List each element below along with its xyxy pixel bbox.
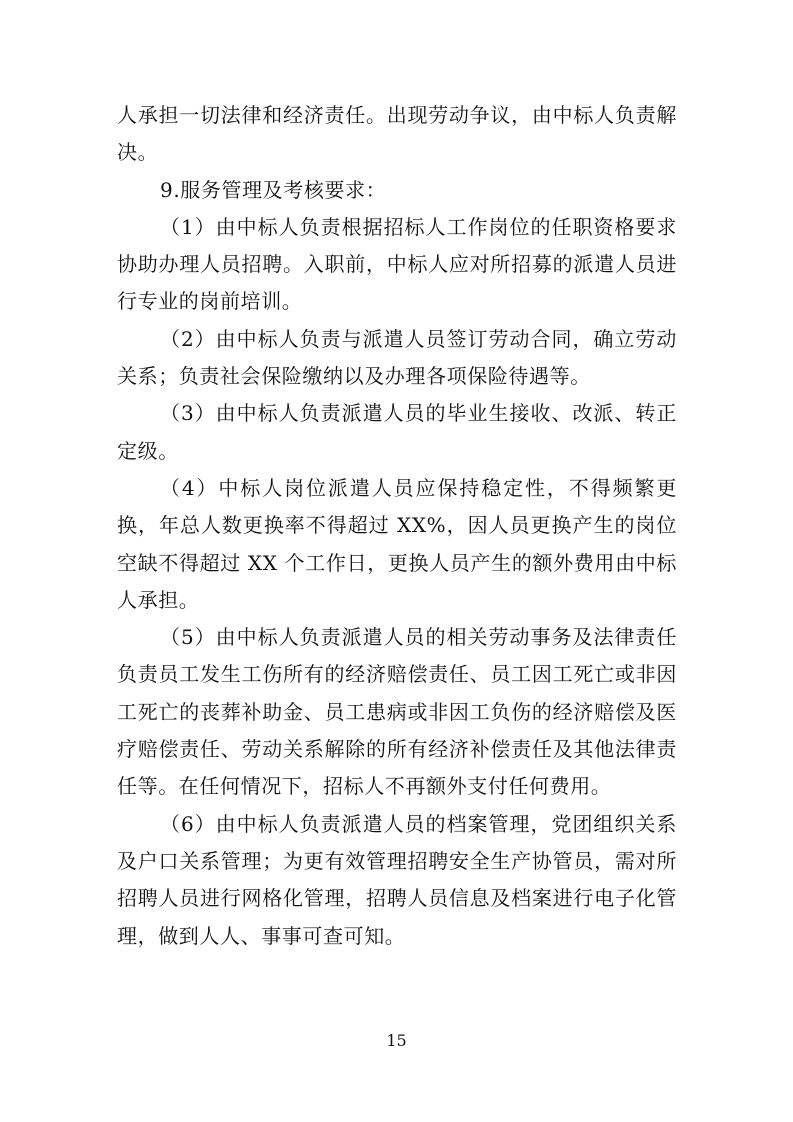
page-number: 15 (386, 1031, 407, 1050)
paragraph-continued-liability: 人承担一切法律和经济责任。出现劳动争议，由中标人负责解决。 (117, 103, 677, 165)
paragraph-item-2-labor-contract: （2）由中标人负责与派遣人员签订劳动合同，确立劳动关系；负责社会保险缴纳以及办理各项保险待遇等。 (117, 326, 677, 389)
document-body (117, 97, 677, 955)
paragraph-item-6-archives: （6）由中标人负责派遣人员的档案管理，党团组织关系及户口关系管理；为更有效管理招聘安全生产协管员，需对所招聘人员进行网格化管理，招聘人员信息及档案进行电子化管理，做到人人、事事可查可知。 (117, 811, 677, 948)
paragraph-item-5-legal-liability: （5）由中标人负责派遣人员的相关劳动事务及法律责任负责员工发生工伤所有的经济赔偿责任、员工因工死亡或非因工死亡的丧葬补助金、员工患病或非因工负伤的经济赔偿及医疗赔偿责任、劳动关系解除的所有经济补偿责任及其他法律责任等。在任何情况下，招标人不再额外支付任何费用。 (117, 625, 677, 799)
paragraph-item-4-stability: （4）中标人岗位派遣人员应保持稳定性，不得频繁更换，年总人数更换率不得超过 XX%，因人员更换产生的岗位空缺不得超过 XX 个工作日，更换人员产生的额外费用由中标人承担。 (117, 475, 677, 612)
paragraph-item-3-graduates: （3）由中标人负责派遣人员的毕业生接收、改派、转正定级。 (117, 401, 677, 463)
paragraph-heading-service-management: 9.服务管理及考核要求： (160, 177, 387, 202)
paragraph-item-1-recruitment: （1）由中标人负责根据招标人工作岗位的任职资格要求协助办理人员招聘。入职前，中标人应对所招募的派遣人员进行专业的岗前培训。 (117, 214, 677, 314)
